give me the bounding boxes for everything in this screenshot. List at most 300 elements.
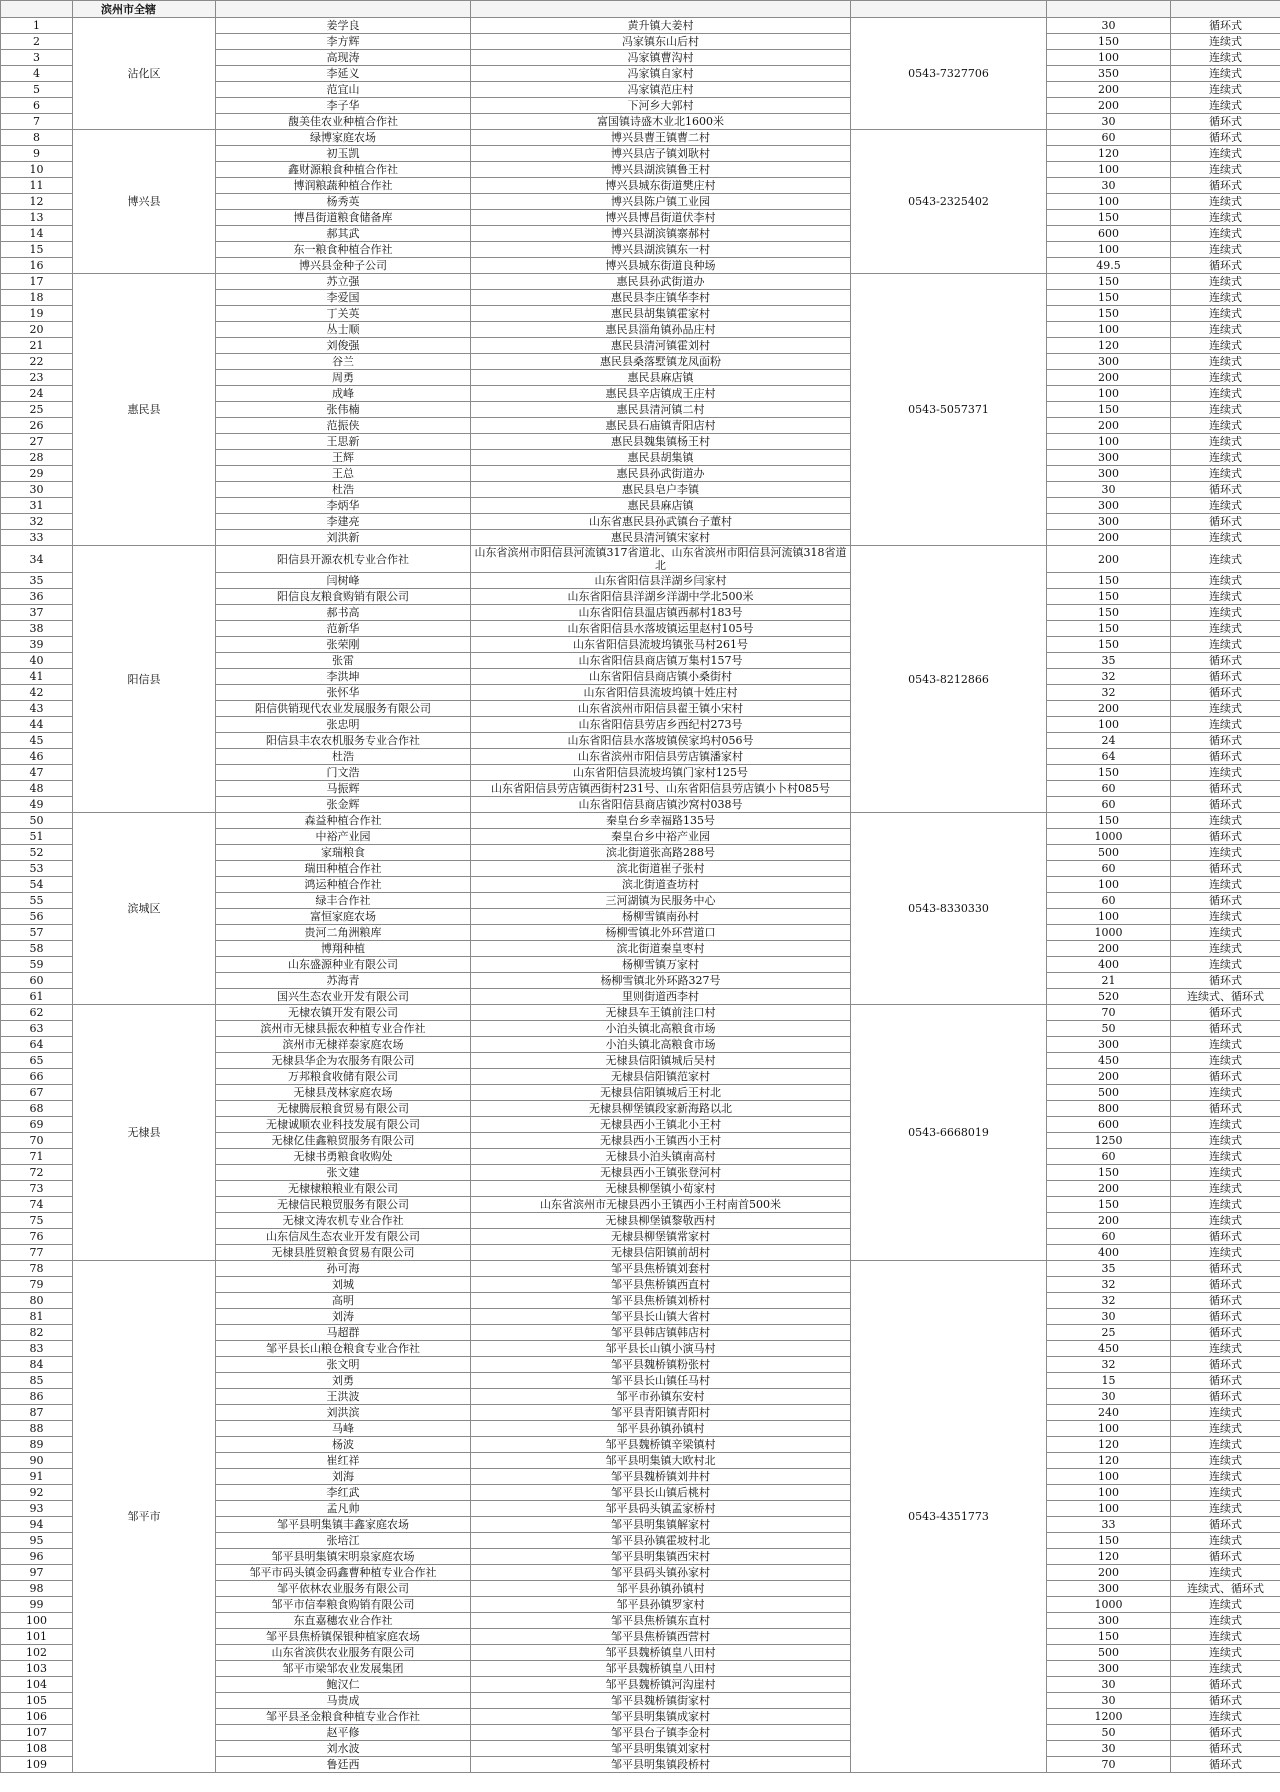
row-number-cell: 86 — [1, 1389, 73, 1405]
operator-cell: 崔红祥 — [216, 1453, 471, 1469]
address-cell: 博兴县陈户镇工业园 — [471, 194, 851, 210]
capacity-cell: 100 — [1047, 386, 1171, 402]
capacity-cell: 200 — [1047, 418, 1171, 434]
operator-cell: 王思新 — [216, 434, 471, 450]
row-number-cell: 39 — [1, 637, 73, 653]
capacity-cell: 300 — [1047, 450, 1171, 466]
operator-cell: 鸿运种植合作社 — [216, 877, 471, 893]
operator-cell: 李子华 — [216, 98, 471, 114]
row-number-cell: 49 — [1, 797, 73, 813]
row-number-cell: 67 — [1, 1085, 73, 1101]
operator-cell: 初玉凯 — [216, 146, 471, 162]
operator-cell: 杨秀英 — [216, 194, 471, 210]
address-cell: 惠民县皂户李镇 — [471, 482, 851, 498]
phone-cell: 0543-6668019 — [851, 1005, 1047, 1261]
row-number-cell: 38 — [1, 621, 73, 637]
address-cell: 无棣县西小王镇西小王村 — [471, 1133, 851, 1149]
operator-cell: 刘勇 — [216, 1373, 471, 1389]
operator-cell: 中裕产业园 — [216, 829, 471, 845]
dryer-type-cell: 循环式 — [1171, 1389, 1280, 1405]
operator-cell: 无棣文涛农机专业合作社 — [216, 1213, 471, 1229]
row-number-cell: 42 — [1, 685, 73, 701]
dryer-type-cell: 循环式 — [1171, 114, 1280, 130]
capacity-cell: 100 — [1047, 717, 1171, 733]
address-cell: 无棣县西小王镇北小王村 — [471, 1117, 851, 1133]
capacity-cell: 1000 — [1047, 829, 1171, 845]
address-cell: 博兴县曹王镇曹二村 — [471, 130, 851, 146]
row-number-cell: 75 — [1, 1213, 73, 1229]
operator-cell: 刘涛 — [216, 1309, 471, 1325]
operator-cell: 邹平县圣金粮食种植专业合作社 — [216, 1709, 471, 1725]
dryer-type-cell: 连续式 — [1171, 1709, 1280, 1725]
capacity-cell: 300 — [1047, 498, 1171, 514]
county-cell: 沾化区 — [73, 18, 216, 130]
row-number-cell: 95 — [1, 1533, 73, 1549]
row-number-cell: 41 — [1, 669, 73, 685]
dryer-type-cell: 连续式 — [1171, 1405, 1280, 1421]
operator-cell: 孙可海 — [216, 1261, 471, 1277]
capacity-cell: 150 — [1047, 274, 1171, 290]
address-cell: 惠民县桑落墅镇龙凤面粉 — [471, 354, 851, 370]
capacity-cell: 300 — [1047, 466, 1171, 482]
operator-cell: 谷兰 — [216, 354, 471, 370]
dryer-type-cell: 连续式 — [1171, 877, 1280, 893]
dryer-type-cell: 连续式 — [1171, 637, 1280, 653]
county-cell: 惠民县 — [73, 274, 216, 546]
capacity-cell: 300 — [1047, 1661, 1171, 1677]
capacity-cell: 300 — [1047, 1613, 1171, 1629]
row-number-cell: 70 — [1, 1133, 73, 1149]
phone-cell: 0543-7327706 — [851, 18, 1047, 130]
operator-cell: 李红武 — [216, 1485, 471, 1501]
county-cell: 邹平市 — [73, 1261, 216, 1773]
row-number-cell: 94 — [1, 1517, 73, 1533]
operator-cell: 马贵成 — [216, 1693, 471, 1709]
row-number-cell: 8 — [1, 130, 73, 146]
row-number-cell: 60 — [1, 973, 73, 989]
dryer-type-cell: 连续式 — [1171, 845, 1280, 861]
capacity-cell: 100 — [1047, 162, 1171, 178]
row-number-cell: 87 — [1, 1405, 73, 1421]
address-cell: 邹平县韩店镇韩店村 — [471, 1325, 851, 1341]
row-number-cell: 74 — [1, 1197, 73, 1213]
capacity-cell: 200 — [1047, 1181, 1171, 1197]
row-number-cell: 99 — [1, 1597, 73, 1613]
capacity-cell: 200 — [1047, 1565, 1171, 1581]
address-cell: 冯家镇曹沟村 — [471, 50, 851, 66]
address-cell: 杨柳雪镇万家村 — [471, 957, 851, 973]
capacity-cell: 100 — [1047, 877, 1171, 893]
dryer-type-cell: 连续式 — [1171, 66, 1280, 82]
capacity-cell: 35 — [1047, 1261, 1171, 1277]
dryer-type-cell: 连续式 — [1171, 1597, 1280, 1613]
address-cell: 邹平县长山镇后桃村 — [471, 1485, 851, 1501]
row-number-cell: 55 — [1, 893, 73, 909]
row-number-cell: 13 — [1, 210, 73, 226]
address-cell: 惠民县清河镇宋家村 — [471, 530, 851, 546]
phone-cell: 0543-8212866 — [851, 546, 1047, 813]
address-cell: 杨柳雪镇北外环营道口 — [471, 925, 851, 941]
dryer-type-cell: 循环式 — [1171, 1373, 1280, 1389]
operator-cell: 苏海青 — [216, 973, 471, 989]
operator-cell: 山东信凤生态农业开发有限公司 — [216, 1229, 471, 1245]
row-number-cell: 33 — [1, 530, 73, 546]
address-cell: 山东省阳信县流坡坞镇十姓庄村 — [471, 685, 851, 701]
address-cell: 邹平县明集镇解家村 — [471, 1517, 851, 1533]
address-cell: 惠民县辛店镇成王庄村 — [471, 386, 851, 402]
dryer-type-cell: 循环式 — [1171, 1757, 1280, 1773]
dryer-type-cell: 连续式 — [1171, 701, 1280, 717]
capacity-cell: 32 — [1047, 669, 1171, 685]
row-number-cell: 105 — [1, 1693, 73, 1709]
capacity-cell: 25 — [1047, 1325, 1171, 1341]
capacity-cell: 150 — [1047, 290, 1171, 306]
address-cell: 博兴县博昌街道伏李村 — [471, 210, 851, 226]
dryer-type-cell: 连续式 — [1171, 546, 1280, 573]
operator-cell: 邹平市码头镇金码鑫曹种植专业合作社 — [216, 1565, 471, 1581]
dryer-type-cell: 连续式 — [1171, 226, 1280, 242]
operator-cell: 无棣县胜贸粮食贸易有限公司 — [216, 1245, 471, 1261]
operator-cell: 山东省滨供农业服务有限公司 — [216, 1645, 471, 1661]
operator-cell: 张金辉 — [216, 797, 471, 813]
dryer-type-cell: 连续式 — [1171, 530, 1280, 546]
address-cell: 冯家镇东山后村 — [471, 34, 851, 50]
dryer-type-cell: 循环式 — [1171, 130, 1280, 146]
address-cell: 山东省阳信县商店镇沙窝村038号 — [471, 797, 851, 813]
operator-cell: 绿博家庭农场 — [216, 130, 471, 146]
row-number-cell: 30 — [1, 482, 73, 498]
address-cell: 无棣县柳堡镇黎敬西村 — [471, 1213, 851, 1229]
operator-cell: 无棣农镇开发有限公司 — [216, 1005, 471, 1021]
operator-cell: 博兴县金种子公司 — [216, 258, 471, 274]
capacity-cell: 120 — [1047, 1437, 1171, 1453]
operator-cell: 无棣县茂林家庭农场 — [216, 1085, 471, 1101]
operator-cell: 苏立强 — [216, 274, 471, 290]
dryer-type-cell: 循环式 — [1171, 258, 1280, 274]
operator-cell: 周勇 — [216, 370, 471, 386]
row-number-cell: 71 — [1, 1149, 73, 1165]
address-cell: 惠民县魏集镇杨王村 — [471, 434, 851, 450]
dryer-type-cell: 连续式 — [1171, 338, 1280, 354]
row-number-cell: 108 — [1, 1741, 73, 1757]
dryer-type-cell: 连续式 — [1171, 589, 1280, 605]
capacity-cell: 60 — [1047, 893, 1171, 909]
row-number-cell: 91 — [1, 1469, 73, 1485]
capacity-cell: 150 — [1047, 637, 1171, 653]
row-number-cell: 52 — [1, 845, 73, 861]
address-cell: 邹平县长山镇任马村 — [471, 1373, 851, 1389]
row-number-cell: 65 — [1, 1053, 73, 1069]
operator-cell: 邹平依林农业服务有限公司 — [216, 1581, 471, 1597]
address-cell: 惠民县淄角镇孙品庄村 — [471, 322, 851, 338]
operator-cell: 富恒家庭农场 — [216, 909, 471, 925]
dryer-type-cell: 连续式 — [1171, 386, 1280, 402]
row-number-cell: 84 — [1, 1357, 73, 1373]
dryer-type-cell: 连续式 — [1171, 1085, 1280, 1101]
row-number-cell: 79 — [1, 1277, 73, 1293]
header-cell — [1, 1, 73, 18]
dryer-type-cell: 连续式、循环式 — [1171, 989, 1280, 1005]
row-number-cell: 20 — [1, 322, 73, 338]
capacity-cell: 150 — [1047, 402, 1171, 418]
row-number-cell: 6 — [1, 98, 73, 114]
capacity-cell: 150 — [1047, 813, 1171, 829]
row-number-cell: 96 — [1, 1549, 73, 1565]
row-number-cell: 68 — [1, 1101, 73, 1117]
row-number-cell: 45 — [1, 733, 73, 749]
dryer-type-cell: 循环式 — [1171, 893, 1280, 909]
dryer-type-cell: 循环式 — [1171, 1069, 1280, 1085]
operator-cell: 范新华 — [216, 621, 471, 637]
dryer-type-cell: 连续式 — [1171, 1469, 1280, 1485]
dryer-type-cell: 连续式 — [1171, 450, 1280, 466]
row-number-cell: 80 — [1, 1293, 73, 1309]
operator-cell: 刘洪新 — [216, 530, 471, 546]
operator-cell: 王洪波 — [216, 1389, 471, 1405]
capacity-cell: 500 — [1047, 1645, 1171, 1661]
table-row — [1, 274, 1280, 290]
dryer-type-cell: 连续式 — [1171, 1181, 1280, 1197]
capacity-cell: 200 — [1047, 370, 1171, 386]
phone-cell: 0543-8330330 — [851, 813, 1047, 1005]
capacity-cell: 100 — [1047, 50, 1171, 66]
address-cell: 下河乡大郭村 — [471, 98, 851, 114]
capacity-cell: 500 — [1047, 845, 1171, 861]
capacity-cell: 150 — [1047, 210, 1171, 226]
dryer-type-cell: 连续式 — [1171, 434, 1280, 450]
address-cell: 惠民县石庙镇青阳店村 — [471, 418, 851, 434]
phone-cell: 0543-2325402 — [851, 130, 1047, 274]
capacity-cell: 32 — [1047, 1277, 1171, 1293]
operator-cell: 张怀华 — [216, 685, 471, 701]
row-number-cell: 22 — [1, 354, 73, 370]
capacity-cell: 100 — [1047, 1501, 1171, 1517]
row-number-cell: 5 — [1, 82, 73, 98]
address-cell: 邹平县孙镇孙镇村 — [471, 1581, 851, 1597]
dryer-type-cell: 连续式 — [1171, 765, 1280, 781]
address-cell: 滨北街道崔子张村 — [471, 861, 851, 877]
row-number-cell: 7 — [1, 114, 73, 130]
address-cell: 惠民县孙武街道办 — [471, 466, 851, 482]
row-number-cell: 50 — [1, 813, 73, 829]
capacity-cell: 1200 — [1047, 1709, 1171, 1725]
address-cell: 邹平县明集镇大欧村北 — [471, 1453, 851, 1469]
capacity-cell: 60 — [1047, 130, 1171, 146]
capacity-cell: 32 — [1047, 685, 1171, 701]
row-number-cell: 81 — [1, 1309, 73, 1325]
table-row — [1, 813, 1280, 829]
dryer-type-cell: 循环式 — [1171, 18, 1280, 34]
row-number-cell: 85 — [1, 1373, 73, 1389]
operator-cell: 赵平修 — [216, 1725, 471, 1741]
operator-cell: 东直嘉穗农业合作社 — [216, 1613, 471, 1629]
address-cell: 惠民县李庄镇华李村 — [471, 290, 851, 306]
row-number-cell: 64 — [1, 1037, 73, 1053]
dryer-type-cell: 循环式 — [1171, 1101, 1280, 1117]
dryer-type-cell: 连续式 — [1171, 402, 1280, 418]
capacity-cell: 200 — [1047, 1213, 1171, 1229]
operator-cell: 姜学良 — [216, 18, 471, 34]
capacity-cell: 50 — [1047, 1725, 1171, 1741]
dryer-type-cell: 连续式 — [1171, 322, 1280, 338]
dryer-type-cell: 连续式 — [1171, 1149, 1280, 1165]
operator-cell: 闫树峰 — [216, 573, 471, 589]
address-cell: 冯家镇范庄村 — [471, 82, 851, 98]
operator-cell: 马超群 — [216, 1325, 471, 1341]
address-cell: 邹平县码头镇孙家村 — [471, 1565, 851, 1581]
row-number-cell: 58 — [1, 941, 73, 957]
address-cell: 邹平县魏桥镇粉张村 — [471, 1357, 851, 1373]
address-cell: 无棣县信阳镇范家村 — [471, 1069, 851, 1085]
row-number-cell: 89 — [1, 1437, 73, 1453]
address-cell: 邹平县魏桥镇皇八田村 — [471, 1645, 851, 1661]
dryer-type-cell: 连续式 — [1171, 941, 1280, 957]
capacity-cell: 60 — [1047, 1229, 1171, 1245]
row-number-cell: 34 — [1, 546, 73, 573]
address-cell: 邹平县焦桥镇刘桥村 — [471, 1293, 851, 1309]
address-cell: 邹平县台子镇李金村 — [471, 1725, 851, 1741]
capacity-cell: 150 — [1047, 1165, 1171, 1181]
address-cell: 小泊头镇北高粮食市场 — [471, 1037, 851, 1053]
row-number-cell: 102 — [1, 1645, 73, 1661]
dryer-type-cell: 循环式 — [1171, 653, 1280, 669]
row-number-cell: 37 — [1, 605, 73, 621]
dryer-type-cell: 连续式 — [1171, 1501, 1280, 1517]
row-number-cell: 4 — [1, 66, 73, 82]
address-cell: 惠民县胡集镇 — [471, 450, 851, 466]
dryer-type-cell: 连续式 — [1171, 98, 1280, 114]
dryer-type-cell: 连续式 — [1171, 82, 1280, 98]
address-cell: 邹平县明集镇刘家村 — [471, 1741, 851, 1757]
operator-cell: 博润粮蔬种植合作社 — [216, 178, 471, 194]
phone-cell: 0543-4351773 — [851, 1261, 1047, 1773]
operator-cell: 李方辉 — [216, 34, 471, 50]
row-number-cell: 63 — [1, 1021, 73, 1037]
row-number-cell: 107 — [1, 1725, 73, 1741]
capacity-cell: 150 — [1047, 34, 1171, 50]
capacity-cell: 100 — [1047, 1421, 1171, 1437]
address-cell: 无棣县信阳镇城后吴村 — [471, 1053, 851, 1069]
capacity-cell: 33 — [1047, 1517, 1171, 1533]
address-cell: 山东省阳信县劳店乡西纪村273号 — [471, 717, 851, 733]
capacity-cell: 60 — [1047, 781, 1171, 797]
dryer-type-cell: 循环式 — [1171, 1677, 1280, 1693]
operator-cell: 阳信县开源农机专业合作社 — [216, 546, 471, 573]
capacity-cell: 100 — [1047, 242, 1171, 258]
capacity-cell: 60 — [1047, 797, 1171, 813]
capacity-cell: 32 — [1047, 1357, 1171, 1373]
dryer-type-cell: 连续式 — [1171, 162, 1280, 178]
row-number-cell: 69 — [1, 1117, 73, 1133]
row-number-cell: 14 — [1, 226, 73, 242]
dryer-type-cell: 循环式 — [1171, 1309, 1280, 1325]
dryer-type-cell: 循环式 — [1171, 1517, 1280, 1533]
operator-cell: 张忠明 — [216, 717, 471, 733]
phone-cell: 0543-5057371 — [851, 274, 1047, 546]
operator-cell: 刘水波 — [216, 1741, 471, 1757]
capacity-cell: 24 — [1047, 733, 1171, 749]
capacity-cell: 300 — [1047, 514, 1171, 530]
address-cell: 秦皇台乡幸福路135号 — [471, 813, 851, 829]
dryer-type-cell: 连续式 — [1171, 354, 1280, 370]
dryer-type-cell: 连续式 — [1171, 50, 1280, 66]
capacity-cell: 60 — [1047, 1149, 1171, 1165]
address-cell: 惠民县孙武街道办 — [471, 274, 851, 290]
row-number-cell: 56 — [1, 909, 73, 925]
address-cell: 邹平县明集镇西宋村 — [471, 1549, 851, 1565]
capacity-cell: 30 — [1047, 1693, 1171, 1709]
operator-cell: 杨波 — [216, 1437, 471, 1453]
capacity-cell: 200 — [1047, 530, 1171, 546]
operator-cell: 无棣腾辰粮食贸易有限公司 — [216, 1101, 471, 1117]
row-number-cell: 17 — [1, 274, 73, 290]
capacity-cell: 30 — [1047, 482, 1171, 498]
row-number-cell: 10 — [1, 162, 73, 178]
operator-cell: 邹平市信奉粮食购销有限公司 — [216, 1597, 471, 1613]
capacity-cell: 100 — [1047, 909, 1171, 925]
address-cell: 山东省阳信县水落坡镇侯家坞村056号 — [471, 733, 851, 749]
capacity-cell: 150 — [1047, 765, 1171, 781]
header-cell — [1047, 1, 1171, 18]
operator-cell: 李延义 — [216, 66, 471, 82]
capacity-cell: 350 — [1047, 66, 1171, 82]
row-number-cell: 109 — [1, 1757, 73, 1773]
address-cell: 山东省阳信县水落坡镇运里赵村105号 — [471, 621, 851, 637]
address-cell: 滨北街道张高路288号 — [471, 845, 851, 861]
operator-cell: 杜浩 — [216, 482, 471, 498]
operator-cell: 邹平市梁邹农业发展集团 — [216, 1661, 471, 1677]
row-number-cell: 35 — [1, 573, 73, 589]
operator-cell: 绿丰合作社 — [216, 893, 471, 909]
address-cell: 黄升镇大姜村 — [471, 18, 851, 34]
dryer-type-cell: 连续式 — [1171, 1565, 1280, 1581]
address-cell: 无棣县柳堡镇小荀家村 — [471, 1181, 851, 1197]
dryer-type-cell: 循环式 — [1171, 178, 1280, 194]
row-number-cell: 97 — [1, 1565, 73, 1581]
capacity-cell: 120 — [1047, 1549, 1171, 1565]
operator-cell: 无棣书勇粮食收购处 — [216, 1149, 471, 1165]
capacity-cell: 400 — [1047, 1245, 1171, 1261]
address-cell: 三河湖镇为民服务中心 — [471, 893, 851, 909]
address-cell: 富国镇诗盛木业北1600米 — [471, 114, 851, 130]
capacity-cell: 30 — [1047, 114, 1171, 130]
address-cell: 无棣县柳堡镇段家新海路以北 — [471, 1101, 851, 1117]
capacity-cell: 200 — [1047, 546, 1171, 573]
operator-cell: 山东盛源种业有限公司 — [216, 957, 471, 973]
dryer-type-cell: 连续式、循环式 — [1171, 1581, 1280, 1597]
address-cell: 山东省滨州市阳信县翟王镇小宋村 — [471, 701, 851, 717]
dryer-type-cell: 连续式 — [1171, 210, 1280, 226]
row-number-cell: 9 — [1, 146, 73, 162]
capacity-cell: 100 — [1047, 434, 1171, 450]
address-cell: 杨柳雪镇北外环路327号 — [471, 973, 851, 989]
dryer-type-cell: 循环式 — [1171, 733, 1280, 749]
operator-cell: 丁关英 — [216, 306, 471, 322]
dryer-type-cell: 循环式 — [1171, 829, 1280, 845]
operator-cell: 森益种植合作社 — [216, 813, 471, 829]
capacity-cell: 30 — [1047, 1309, 1171, 1325]
operator-cell: 国兴生态农业开发有限公司 — [216, 989, 471, 1005]
operator-cell: 郝其武 — [216, 226, 471, 242]
operator-cell: 刘俊强 — [216, 338, 471, 354]
row-number-cell: 47 — [1, 765, 73, 781]
row-number-cell: 15 — [1, 242, 73, 258]
row-number-cell: 62 — [1, 1005, 73, 1021]
row-number-cell: 77 — [1, 1245, 73, 1261]
operator-cell: 阳信供销现代农业发展服务有限公司 — [216, 701, 471, 717]
capacity-cell: 300 — [1047, 354, 1171, 370]
sheet-title: 滨州市全辖 — [73, 1, 216, 18]
